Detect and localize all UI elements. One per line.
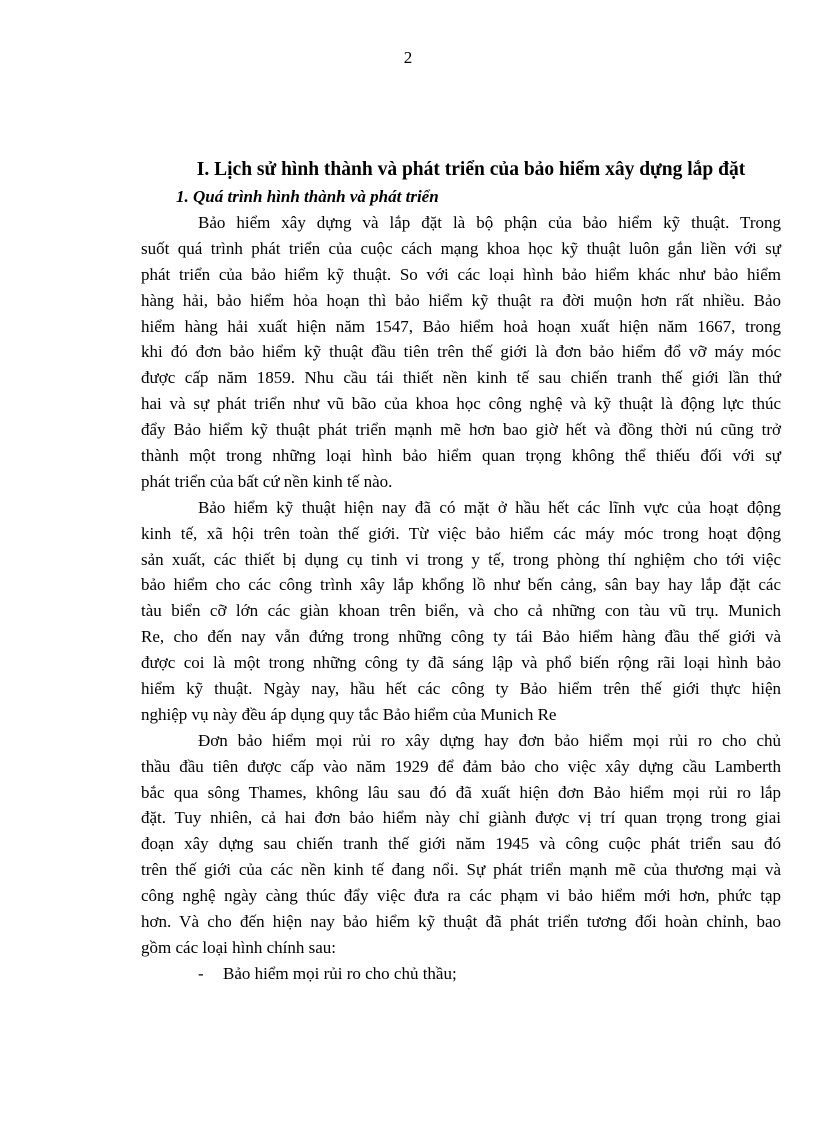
text-line: trên thế giới của các nền kinh tế đang nổi. Sự phát triển mạnh mẽ của thương mại và <box>141 860 781 880</box>
text-line: hiểm hàng hải xuất hiện năm 1547, Bảo hiểm hoả hoạn xuất hiện năm 1667, trong <box>141 316 781 336</box>
paragraph <box>141 495 781 728</box>
bullet-marker: - <box>198 963 204 983</box>
text-line: bảo hiểm cho các công trình xây lắp khổng lồ như bến cảng, sân bay hay lắp đặt các <box>141 575 781 595</box>
document-body <box>141 156 781 987</box>
text-line: khi đó đơn bảo hiểm kỹ thuật đầu tiên trên thế giới là đơn bảo hiểm đổ vỡ máy móc <box>141 342 781 362</box>
text-line: Re, cho đến nay vẫn đứng trong những công ty tái Bảo hiểm hàng đầu thế giới và <box>141 627 781 647</box>
text-line: hiểm kỹ thuật. Ngày nay, hầu hết các công ty Bảo hiểm trên thế giới thực hiện <box>141 679 781 699</box>
text-line: thành một trong những loại hình bảo hiểm quan trọng không thể thiếu đối với sự <box>141 446 781 466</box>
paragraph <box>141 210 781 495</box>
text-line: bắc qua sông Thames, không lâu sau đó đã xuất hiện đơn Bảo hiểm mọi rủi ro lắp <box>141 782 781 802</box>
text-line: đoạn xây dựng sau chiến tranh thế giới năm 1945 và công cuộc phát triển sau đó <box>141 834 781 854</box>
text-line: nghiệp vụ này đều áp dụng quy tắc Bảo hiểm của Munich Re <box>141 704 557 724</box>
subsection-heading: 1. Quá trình hình thành và phát triển <box>176 187 439 206</box>
text-line: đặt. Tuy nhiên, cả hai đơn bảo hiểm này chỉ giành được vị trí quan trọng trong giai <box>141 808 781 828</box>
text-line: phát triển của bảo hiểm kỹ thuật. So với các loại hình bảo hiểm khác như bảo hiểm <box>141 264 781 284</box>
section-heading: I. Lịch sử hình thành và phát triển của bảo hiểm xây dựng lắp đặt <box>196 159 746 180</box>
text-line: tàu biển cỡ lớn các giàn khoan trên biển, và cho cả những con tàu vũ trụ. Munich <box>141 601 781 621</box>
text-line: gồm các loại hình chính sau: <box>141 937 336 957</box>
text-line: Đơn bảo hiểm mọi rủi ro xây dựng hay đơn bảo hiểm mọi rủi ro cho chủ <box>198 730 781 750</box>
text-line: được coi là một trong những công ty đã sáng lập và phổ biến rộng rãi loại hình bảo <box>141 653 781 673</box>
text-line: sản xuất, các thiết bị dụng cụ tinh vi trong y tế, trong phòng thí nghiệm cho tới việc <box>141 549 781 569</box>
text-line: đẩy Bảo hiểm kỹ thuật phát triển mạnh mẽ hơn bao giờ hết và đồng thời nú cũng trở <box>141 420 781 440</box>
text-line: được cấp năm 1859. Nhu cầu tái thiết nền kinh tế sau chiến tranh thế giới lần thứ <box>141 368 781 388</box>
text-line: kinh tế, xã hội trên toàn thế giới. Từ việc bảo hiểm các máy móc trong hoạt động <box>141 523 781 543</box>
paragraph <box>141 728 781 961</box>
text-line: Bảo hiểm kỹ thuật hiện nay đã có mặt ở hầu hết các lĩnh vực của hoạt động <box>198 497 781 517</box>
text-line: suốt quá trình phát triển của cuộc cách mạng khoa học kỹ thuật luôn gắn liền với sự <box>141 238 781 258</box>
bullet-item <box>141 961 781 987</box>
page-number: 2 <box>403 48 413 67</box>
text-line: phát triển của bất cứ nền kinh tế nào. <box>141 471 393 491</box>
text-line: thầu đầu tiên được cấp vào năm 1929 để đảm bảo cho việc xây dựng cầu Lamberth <box>141 756 781 776</box>
text-line: hàng hải, bảo hiểm hỏa hoạn thì bảo hiểm kỹ thuật ra đời muộn hơn rất nhiều. Bảo <box>141 290 781 310</box>
text-line: hơn. Và cho đến hiện nay bảo hiểm kỹ thuật đã phát triển tương đối hoàn chỉnh, bao <box>141 912 781 932</box>
paragraphs <box>141 210 781 961</box>
text-line: hai và sự phát triển như vũ bão của khoa học công nghệ và kỹ thuật là động lực thúc <box>141 394 781 414</box>
text-line: công nghệ ngày càng thúc đẩy việc đưa ra các phạm vi bảo hiểm mới hơn, phức tạp <box>141 886 781 906</box>
bullet-text: Bảo hiểm mọi rủi ro cho chủ thầu; <box>223 963 457 983</box>
text-line: Bảo hiểm xây dựng và lắp đặt là bộ phận của bảo hiểm kỹ thuật. Trong <box>198 213 781 232</box>
